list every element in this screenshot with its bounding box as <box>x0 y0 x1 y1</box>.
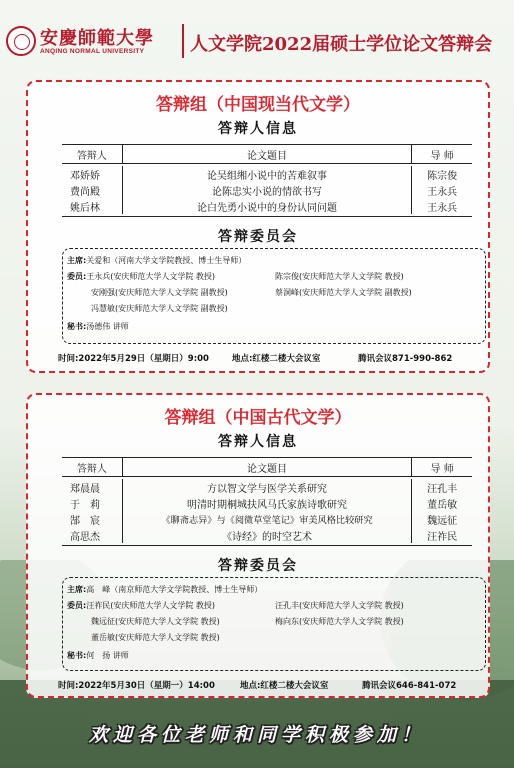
university-name-cn: 安慶師範大學 <box>40 28 154 49</box>
committee-chair <box>67 584 262 595</box>
page-header <box>0 0 514 70</box>
cell-advisor: 王永兵 <box>427 202 458 214</box>
committee-member <box>67 271 215 282</box>
defense-group-ancient-literature <box>26 393 490 698</box>
table-row <box>62 166 472 182</box>
cell-advisor: 魏远征 <box>427 515 458 527</box>
cell-advisor: 汪孔丰 <box>427 483 458 495</box>
committee-secretary <box>67 321 129 332</box>
cell-advisor: 董岳敏 <box>427 499 458 511</box>
table-row <box>62 495 472 511</box>
chair-label: 主席: <box>67 585 87 594</box>
committee-member: 汪孔丰(安庆师范大学人文学院 教授) <box>275 601 404 610</box>
table-row <box>62 527 472 543</box>
chair-name: 高 峰（南京师范大学文学院教授、博士生导师） <box>86 585 263 594</box>
cell-advisor: 汪祚民 <box>427 531 458 543</box>
committee-member: 董岳敏(安庆师范大学人文学院 教授) <box>91 633 220 642</box>
members-label: 委员: <box>67 601 87 610</box>
committee-member: 冯慧敏(安庆师范大学人文学院 副教授) <box>91 304 228 313</box>
secretary-label: 秘书: <box>67 651 87 660</box>
committee-member: 陈宗俊(安庆师范大学人文学院 教授) <box>275 272 404 281</box>
cell-title: 《诗经》的时空艺术 <box>122 527 413 543</box>
committee-member: 安刚强(安庆师范大学人文学院 副教授) <box>91 288 228 297</box>
cell-title: 论白先勇小说中的身份认同问题 <box>122 198 413 214</box>
cell-student: 姚后林 <box>70 202 100 214</box>
column-header-advisor: 导 师 <box>430 463 454 475</box>
cell-student: 费尚殿 <box>70 186 100 198</box>
committee-chair <box>67 255 246 266</box>
secretary-label: 秘书: <box>67 322 87 331</box>
committee-member: 蔡洞峰(安庆师范大学人文学院 副教授) <box>275 288 412 297</box>
cell-title: 论吴组缃小说中的苦难叙事 <box>122 166 413 182</box>
event-title: 人文学院2022届硕士学位论文答辩会 <box>190 34 493 55</box>
secretary-name: 何 扬 讲师 <box>86 651 129 660</box>
cell-title: 方以智文学与医学关系研究 <box>122 479 413 495</box>
column-header-advisor: 导 师 <box>430 150 454 162</box>
chair-name: 关爱和（河南大学文学院教授、博士生导师） <box>86 256 247 265</box>
defense-time: 时间:2022年5月30日（星期一）14:00 <box>58 681 215 691</box>
member-name: 汪祚民(安庆师范大学人文学院 教授) <box>86 601 215 610</box>
committee-heading: 答辩委员会 <box>218 229 298 245</box>
column-header-student: 答辩人 <box>76 150 107 162</box>
cell-title: 《聊斋志异》与《阅微草堂笔记》审美风格比较研究 <box>122 511 413 527</box>
members-label: 委员: <box>67 272 87 281</box>
header-divider <box>182 24 184 58</box>
committee-box <box>62 577 486 671</box>
table-row <box>62 511 472 527</box>
group-title: 答辩组（中国现当代文学） <box>156 95 360 115</box>
table-row <box>62 198 472 214</box>
student-info-heading: 答辩人信息 <box>218 434 298 450</box>
table-row <box>62 182 472 198</box>
table-header-row <box>62 458 472 477</box>
chair-label: 主席: <box>67 256 87 265</box>
cell-student: 郑晨晨 <box>70 483 100 495</box>
column-header-title: 论文题目 <box>122 458 413 476</box>
column-header-title: 论文题目 <box>122 145 413 163</box>
table-row <box>62 479 472 495</box>
tencent-meeting-id: 腾讯会议646-841-072 <box>362 681 457 691</box>
cell-advisor: 陈宗俊 <box>427 170 458 182</box>
cell-title: 明清时期桐城扶风马氏家族诗歌研究 <box>122 495 413 511</box>
cell-student: 邓娇娇 <box>70 170 100 182</box>
thesis-table <box>62 144 472 217</box>
thesis-table <box>62 457 472 546</box>
tencent-meeting-id: 腾讯会议871-990-862 <box>358 354 453 364</box>
cell-advisor: 王永兵 <box>427 186 458 198</box>
committee-secretary <box>67 650 129 661</box>
defense-place: 地点:红楼二楼大会议室 <box>232 354 321 364</box>
secretary-name: 汤德伟 讲师 <box>86 322 129 331</box>
cell-student: 高思杰 <box>70 531 100 543</box>
university-name-en: ANQING NORMAL UNIVERSITY <box>40 48 145 55</box>
defense-place: 地点:红楼二楼大会议室 <box>240 681 329 691</box>
cell-student: 于 莉 <box>70 499 100 511</box>
university-seal-logo <box>6 26 36 56</box>
group-title: 答辩组（中国古代文学） <box>164 408 352 428</box>
member-name: 王永兵(安庆师范大学人文学院 教授) <box>86 272 215 281</box>
table-header-row <box>62 145 472 164</box>
cell-student: 郜 宸 <box>70 515 100 527</box>
column-header-student: 答辩人 <box>76 463 107 475</box>
defense-group-modern-literature <box>26 80 490 373</box>
committee-member: 梅向东(安庆师范大学人文学院 教授) <box>275 617 404 626</box>
cell-title: 论陈忠实小说的情欲书写 <box>122 182 413 198</box>
welcome-text: 欢迎各位老师和同学积极参加！ <box>88 724 425 746</box>
defense-time: 时间:2022年5月29日（星期日）9:00 <box>58 354 209 364</box>
welcome-banner <box>0 708 514 768</box>
committee-box <box>62 248 486 344</box>
committee-heading: 答辩委员会 <box>218 558 298 574</box>
committee-member: 魏远征(安庆师范大学人文学院 教授) <box>91 617 220 626</box>
committee-member <box>67 600 215 611</box>
student-info-heading: 答辩人信息 <box>218 121 298 137</box>
